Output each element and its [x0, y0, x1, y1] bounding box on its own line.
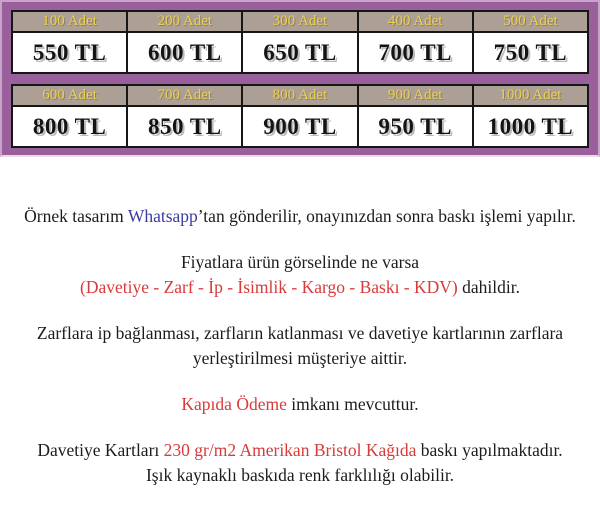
price-cell: 850 TL — [127, 106, 242, 147]
quantity-header-cell: 600 Adet — [12, 85, 127, 106]
note-text: imkanı mevcuttur. — [286, 394, 419, 414]
note-customer-tasks — [2, 321, 598, 371]
price-cell: 900 TL — [242, 106, 357, 147]
price-cell: 700 TL — [358, 32, 473, 73]
cash-on-delivery-text: Kapıda Ödeme — [181, 394, 287, 414]
note-text: ’tan gönderilir, onayınızdan sonra baskı işlemi yapılır. — [197, 206, 576, 226]
quantity-header-cell: 100 Adet — [12, 11, 127, 32]
note-text: Işık kaynaklı baskıda renk farklılığı olabilir. — [145, 465, 455, 485]
quantity-header-row — [12, 11, 588, 32]
paper-spec-text: 230 gr/m2 Amerikan Bristol Kağıda — [163, 440, 417, 460]
price-cell: 750 TL — [473, 32, 588, 73]
quantity-header-cell: 300 Adet — [242, 11, 357, 32]
note-sample-design — [2, 204, 598, 229]
price-table-quantities-600-1000 — [11, 84, 589, 148]
note-text: Zarflara ip bağlanması, zarfların katlanması ve davetiye kartlarının zarflara yerleştirilmesi müşteriye aittir. — [36, 323, 564, 368]
note-paper-info — [2, 438, 598, 488]
quantity-header-cell: 700 Adet — [127, 85, 242, 106]
note-cash-on-delivery — [2, 392, 598, 417]
price-row — [12, 32, 588, 73]
note-text: Örnek tasarım — [24, 206, 128, 226]
note-text: baskı yapılmaktadır. — [416, 440, 563, 460]
whatsapp-text: Whatsapp — [127, 206, 198, 226]
quantity-header-cell: 200 Adet — [127, 11, 242, 32]
quantity-header-cell: 900 Adet — [358, 85, 473, 106]
price-table-quantities-100-500 — [11, 10, 589, 74]
price-cell: 800 TL — [12, 106, 127, 147]
included-items-text: (Davetiye - Zarf - İp - İsimlik - Kargo - Baskı - KDV) — [80, 277, 458, 297]
product-notes — [0, 157, 600, 488]
pricing-banner — [0, 0, 600, 157]
price-cell: 1000 TL — [473, 106, 588, 147]
quantity-header-cell: 400 Adet — [358, 11, 473, 32]
quantity-header-cell: 800 Adet — [242, 85, 357, 106]
quantity-header-row — [12, 85, 588, 106]
note-text: dahildir. — [457, 277, 520, 297]
quantity-header-cell: 1000 Adet — [473, 85, 588, 106]
price-row — [12, 106, 588, 147]
price-cell: 950 TL — [358, 106, 473, 147]
note-price-includes — [2, 250, 598, 300]
note-text: Davetiye Kartları — [37, 440, 164, 460]
quantity-header-cell: 500 Adet — [473, 11, 588, 32]
price-cell: 550 TL — [12, 32, 127, 73]
price-cell: 600 TL — [127, 32, 242, 73]
note-text: Fiyatlara ürün görselinde ne varsa — [180, 252, 420, 272]
price-cell: 650 TL — [242, 32, 357, 73]
